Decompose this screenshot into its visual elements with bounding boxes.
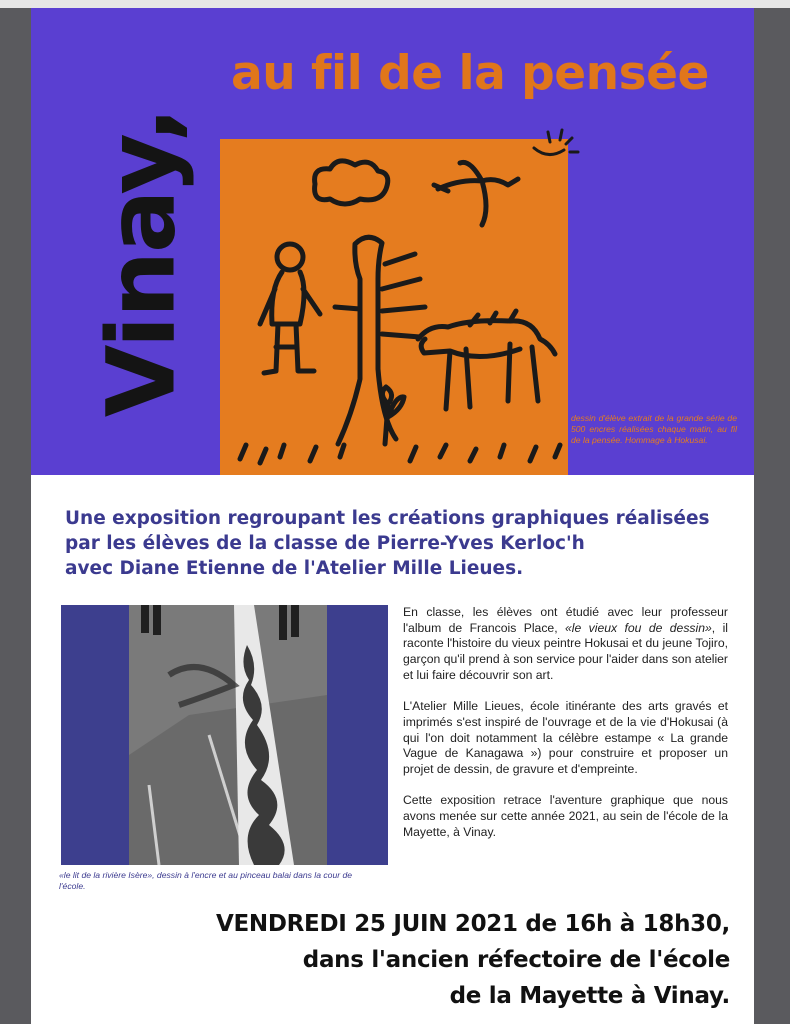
grass-shape [240, 445, 560, 463]
paragraph-text: En classe, les élèves ont étudié avec leur professeur l'album de Francois Place, [403, 605, 728, 635]
event-details [50, 906, 730, 1014]
event-line: dans l'ancien réfectoire de l'école [302, 947, 730, 973]
intro-heading [65, 506, 745, 581]
bird-shape [434, 162, 518, 225]
body-paragraph-3: Cette exposition retrace l'aventure graphique que nous avons menée sur cette année 2021, au sein de l'école de la Mayette, à Vinay. [403, 793, 728, 839]
ink-drawing-illustration [220, 139, 568, 475]
hero-title-text: Vinay, [87, 108, 197, 418]
hero-subtitle: au fil de la pensée [231, 46, 709, 101]
viewer-top-bar [0, 0, 790, 8]
intro-line: avec Diane Etienne de l'Atelier Mille Lieues. [65, 558, 524, 579]
intro-line: par les élèves de la classe de Pierre-Yves Kerloc'h [65, 533, 585, 554]
animal-shape [418, 311, 555, 409]
body-paragraph-1 [403, 605, 728, 684]
event-line: de la Mayette à Vinay. [449, 983, 730, 1009]
body-paragraph-2: L'Atelier Mille Lieues, école itinérante des arts gravés et imprimés s'est inspiré de l'ouvrage et de la vie d'Hokusai (à qui l'on doit notamment la célèbre estampe « La grande Vague de Kanagawa ») pour construire et proposer un projet de dessin, de gravure et d'empreinte. [403, 699, 728, 777]
photo-caption: «le lit de la rivière Isère», dessin à l'encre et au pinceau balai dans la cour de l'école. [59, 870, 353, 891]
paragraph-text: , il raconte l'histoire du vieux peintre Hokusai et du jeune Tojiro, garçon qu'il prend à son service pour l'aider dans son atelier et lui faire découvrir son art. [403, 620, 728, 682]
tree-shape [335, 237, 425, 444]
drawing-caption: dessin d'élève extrait de la grande série de 500 encres réalisées chaque matin, au fil de la pensée. Hommage à Hokusai. [571, 413, 737, 445]
poster-page [31, 8, 754, 1024]
event-line: VENDREDI 25 JUIN 2021 de 16h à 18h30, [215, 911, 730, 937]
photo-illustration [129, 605, 327, 865]
cloud-shape [315, 161, 388, 204]
body-text [403, 605, 728, 856]
river-ink-photo [129, 605, 327, 865]
sun-icon [528, 128, 588, 178]
student-ink-drawing [220, 139, 568, 475]
hero-section [31, 8, 754, 475]
photo-frame [61, 605, 388, 865]
book-title: «le vieux fou de dessin» [564, 620, 712, 635]
person-head [277, 244, 303, 270]
person-body [260, 272, 320, 373]
intro-line: Une exposition regroupant les créations graphiques réalisées [65, 508, 710, 529]
